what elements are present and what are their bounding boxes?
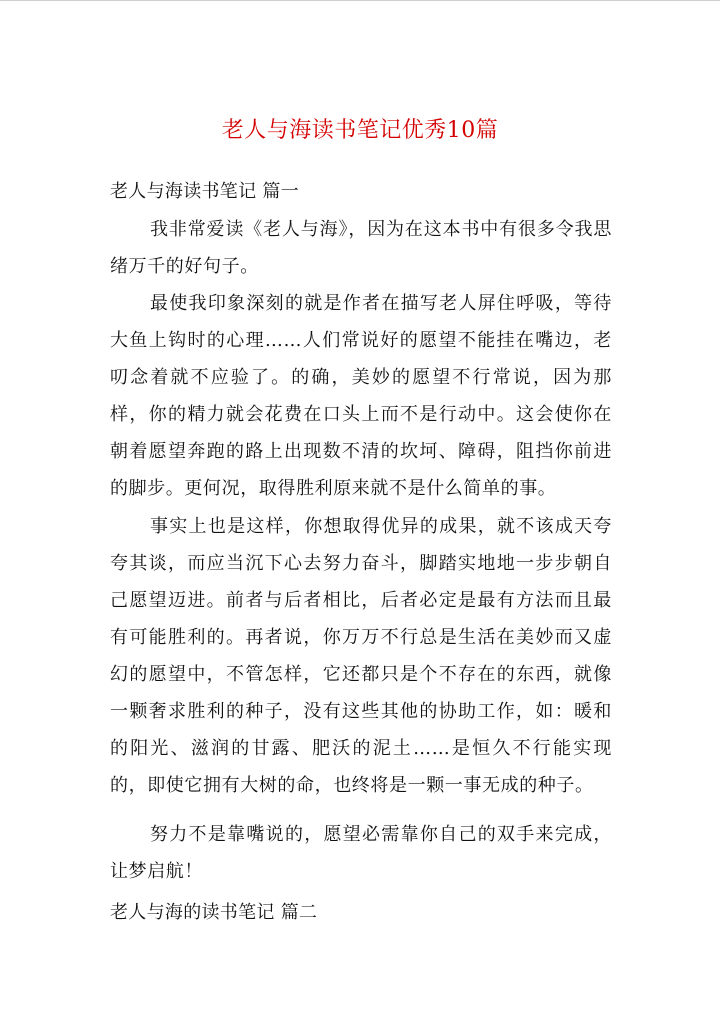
paragraph-2: 最使我印象深刻的就是作者在描写老人屏住呼吸，等待大鱼上钩时的心理……人们常说好的愿望不能挂在嘴边，老叨念着就不应验了。的确，美妙的愿望不行常说，因为那样，你的精力就会花费在口头上而不是行动中。这会使你在朝着愿望奔跑的路上出现数不清的坎坷、障碍，阻挡你前进的脚步。更何况，取得胜利原来就不是什么简单的事。	[110, 293, 612, 499]
paragraph-3: 事实上也是这样，你想取得优异的成果，就不该成天夸夸其谈，而应当沉下心去努力奋斗，脚踏实地地一步步朝自己愿望迈进。前者与后者相比，后者必定是最有方法而且最有可能胜利的。再者说，你万万不行总是生活在美妙而又虚幻的愿望中，不管怎样，它还都只是个不存在的东西，就像一颗奢求胜利的种子，没有这些其他的协助工作，如：暖和的阳光、滋润的甘露、肥沃的泥土……是恒久不行能实现的，即使它拥有大树的命，也终将是一颗一事无成的种子。	[110, 516, 612, 796]
section-heading-1: 老人与海读书笔记 篇一	[110, 181, 300, 202]
document-title: 老人与海读书笔记优秀10篇	[221, 118, 499, 143]
paragraph-1: 我非常爱读《老人与海》，因为在这本书中有很多令我思绪万千的好句子。	[110, 219, 612, 277]
paragraph-4: 努力不是靠嘴说的，愿望必需靠你自己的双手来完成，让梦启航！	[110, 824, 612, 882]
section-heading-2: 老人与海的读书笔记 篇二	[110, 902, 318, 923]
